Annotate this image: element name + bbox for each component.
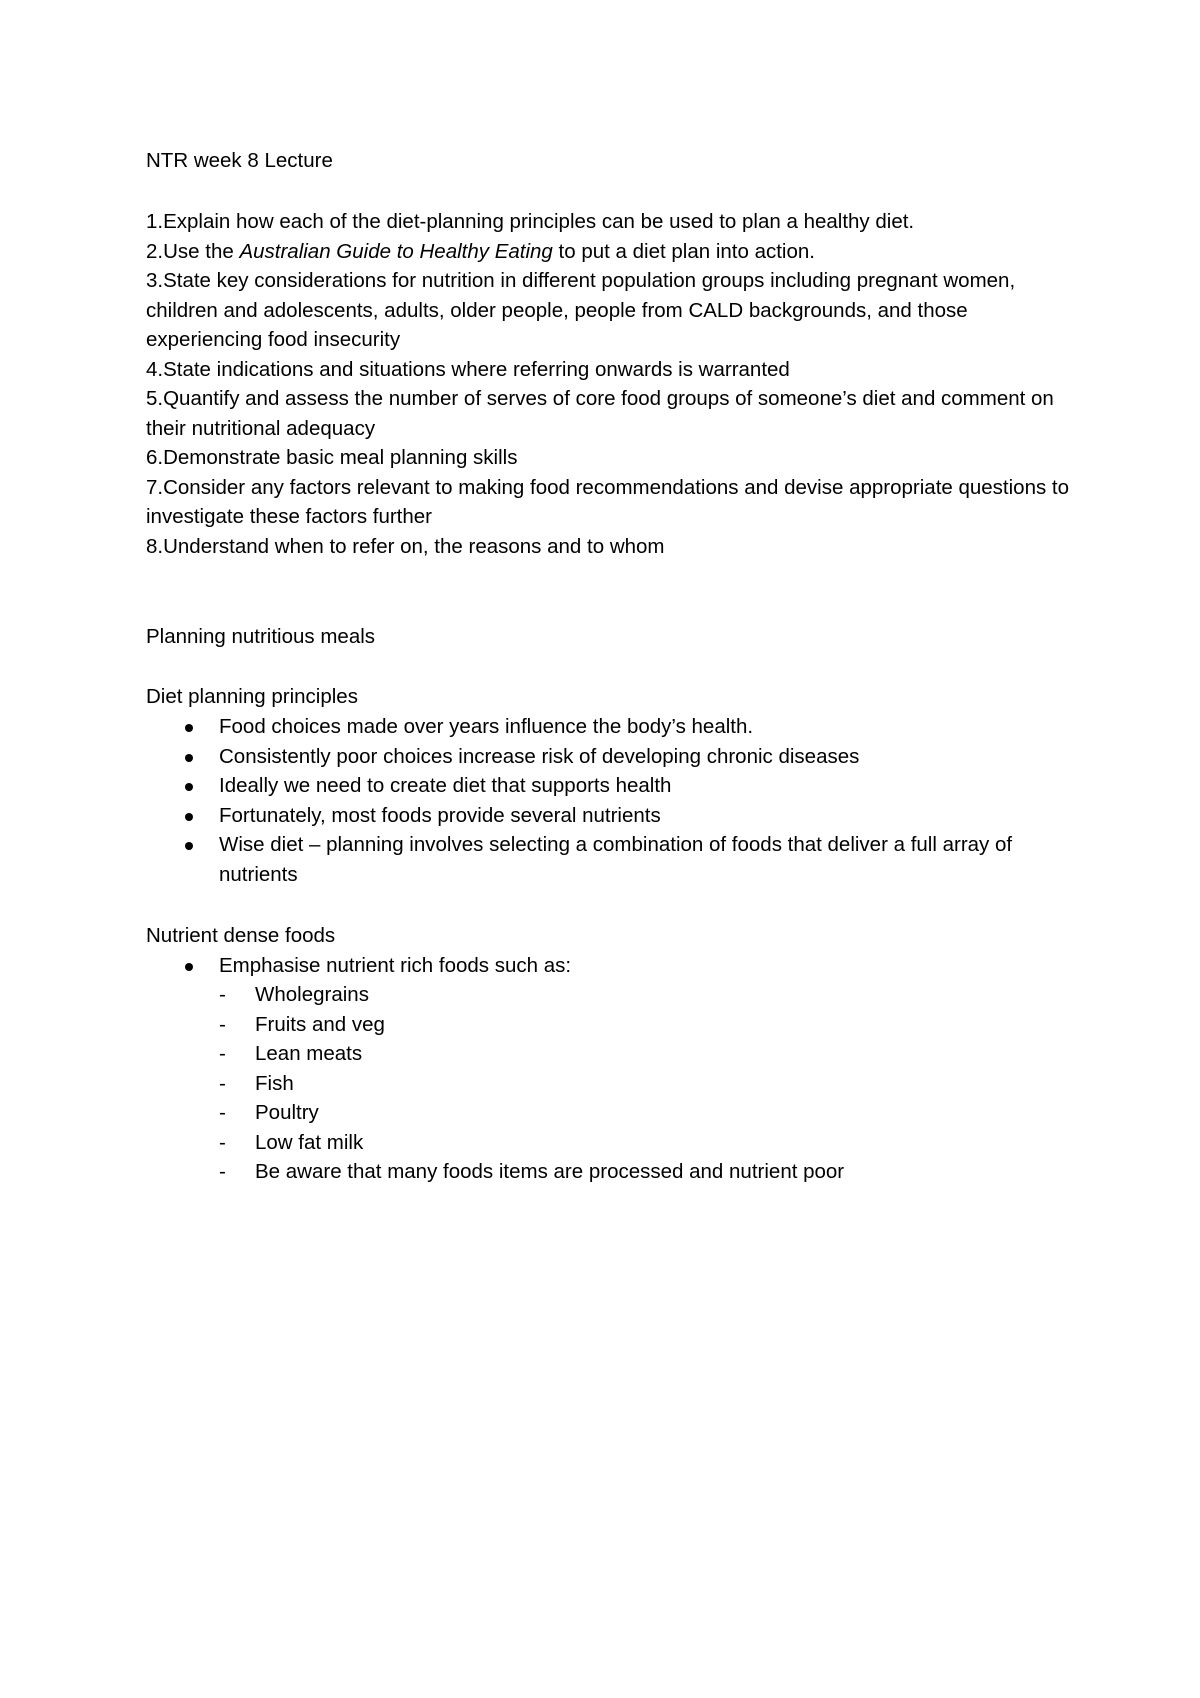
sublist-item [146,980,1076,1010]
dash-marker: - [219,1042,226,1065]
sublist-item [146,1128,1076,1158]
list-item: Emphasise nutrient rich foods such as: [146,951,1076,981]
dash-marker: - [219,1101,226,1124]
subheading-diet-planning: Diet planning principles [146,685,358,708]
objective-2 [146,237,1076,267]
dash-marker: - [219,1071,226,1095]
objective-4: 4.State indications and situations where referring onwards is warranted [146,357,790,381]
document-title: NTR week 8 Lecture [146,149,333,172]
sublist-item-text: Lean meats [255,1042,363,1065]
subheading-nutrient-dense: Nutrient dense foods [146,924,336,947]
section-heading-planning: Planning nutritious meals [146,625,376,648]
list-item: Food choices made over years influence the body’s health. [146,712,1076,742]
sublist-item [146,1069,1076,1099]
dash-marker: - [219,1012,226,1036]
objective-2-before: 2.Use the [146,239,240,263]
sublist-item [146,1010,1076,1040]
sublist-item [146,1039,1076,1069]
sublist-item-text: Fish [255,1071,294,1095]
objective-5: 5.Quantify and assess the number of serves of core food groups of someone’s diet and comment on their nutritional adequacy [146,387,1054,440]
objective-1: 1.Explain how each of the diet-planning principles can be used to plan a healthy diet. [146,210,915,233]
dash-marker: - [219,983,226,1006]
sublist-item-text: Be aware that many foods items are processed and nutrient poor [255,1160,845,1183]
objective-7: 7.Consider any factors relevant to making food recommendations and devise appropriate questions to investigate these factors further [146,475,1070,528]
sublist-item-text: Fruits and veg [255,1012,385,1036]
list-item: Fortunately, most foods provide several nutrients [146,801,1076,831]
sublist-item-text: Poultry [255,1101,319,1124]
objective-6: 6.Demonstrate basic meal planning skills [146,446,518,469]
sublist-item [146,1157,1076,1187]
sublist-item [146,1098,1076,1128]
sublist-item-text: Low fat milk [255,1130,364,1154]
nutrient-dense-list [146,951,1076,981]
list-item: Wise diet – planning involves selecting a combination of foods that deliver a full array of nutrients [146,830,1076,889]
list-item: Consistently poor choices increase risk of developing chronic diseases [146,742,1076,772]
dash-marker: - [219,1130,226,1154]
objective-2-italic: Australian Guide to Healthy Eating [239,239,553,263]
learning-objectives [146,207,1076,561]
nutrient-dense-sublist [146,980,1076,1187]
objective-2-after: to put a diet plan into action. [552,239,815,263]
objective-8: 8.Understand when to refer on, the reasons and to whom [146,534,665,558]
objective-3: 3.State key considerations for nutrition in different population groups including pregnant women, children and adolescents, adults, older people, people from CALD backgrounds, and those experiencing food insecurity [146,269,1016,351]
dash-marker: - [219,1160,226,1183]
sublist-item-text: Wholegrains [255,983,369,1006]
list-item: Ideally we need to create diet that supports health [146,771,1076,801]
diet-planning-list [146,712,1076,889]
